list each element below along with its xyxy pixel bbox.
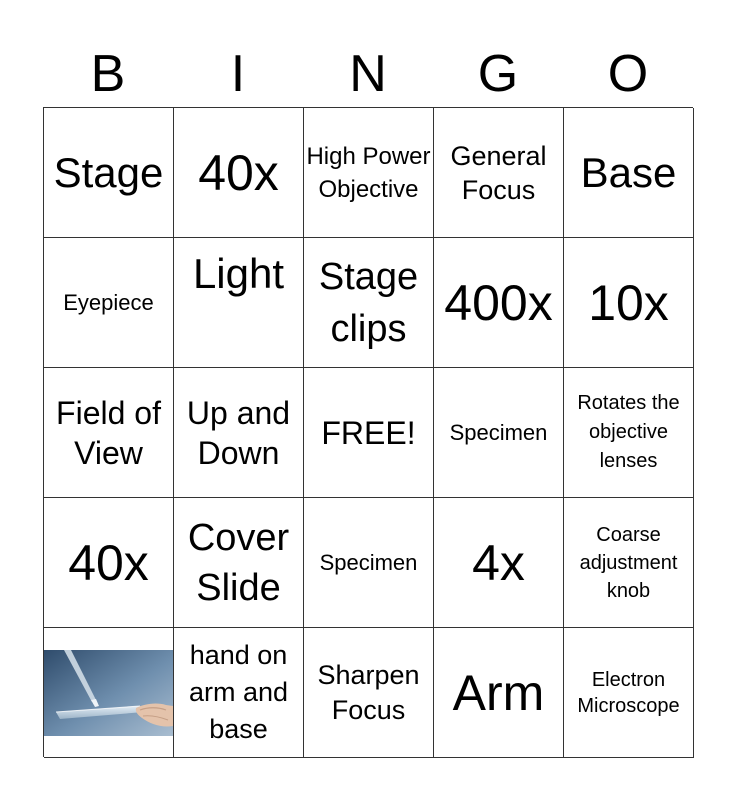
cell-text: General Focus (450, 140, 547, 205)
cell-text: Field of View (56, 394, 161, 471)
bingo-cell-picture[interactable] (44, 628, 174, 758)
bingo-cell[interactable] (304, 498, 434, 628)
bingo-cell[interactable] (434, 368, 564, 498)
bingo-cell[interactable] (174, 498, 304, 628)
cell-text: Up and Down (186, 394, 291, 471)
bingo-cell[interactable] (564, 238, 694, 368)
bingo-cell[interactable] (564, 368, 694, 498)
bingo-cell[interactable] (44, 108, 174, 238)
bingo-cell[interactable] (44, 498, 174, 628)
header-letter-g: G (477, 45, 519, 103)
cell-text: Light (192, 250, 285, 297)
bingo-cell[interactable] (434, 238, 564, 368)
bingo-cell[interactable] (174, 368, 304, 498)
cell-text: 4x (472, 534, 525, 591)
bingo-cell[interactable] (304, 628, 434, 758)
bingo-cell[interactable] (174, 238, 304, 368)
cell-text: Coarse adjustment knob (579, 523, 678, 602)
header-letter-o: O (607, 45, 649, 103)
cell-text: 40x (68, 534, 149, 591)
free-space-cell[interactable] (304, 368, 434, 498)
cell-text: 40x (198, 144, 279, 201)
bingo-cell[interactable] (174, 628, 304, 758)
header-letter-b: B (90, 45, 126, 103)
bingo-cell[interactable] (564, 628, 694, 758)
cell-text: Specimen (319, 549, 418, 575)
cell-text: 10x (588, 274, 669, 331)
cell-text: Specimen (449, 419, 548, 445)
cell-text: Stage clips (318, 255, 419, 350)
cell-text: hand on arm and base (188, 640, 289, 744)
header-letter-n: N (349, 45, 387, 103)
bingo-cell[interactable] (434, 108, 564, 238)
cell-text: 400x (444, 274, 553, 331)
cell-text: Cover Slide (187, 516, 290, 609)
bingo-cell[interactable] (434, 498, 564, 628)
cell-text: Electron Microscope (577, 668, 680, 717)
cell-text: Stage (53, 148, 164, 196)
cell-text: High Power Objective (306, 142, 431, 203)
bingo-board (43, 107, 693, 757)
bingo-cell[interactable] (304, 108, 434, 238)
cell-text: Eyepiece (63, 289, 154, 315)
bingo-cell[interactable] (174, 108, 304, 238)
bingo-header (43, 42, 693, 106)
pipette-slide-image (44, 650, 173, 736)
header-letter-i: I (230, 45, 246, 103)
cell-text: Base (580, 148, 677, 196)
cell-text: Rotates the objective lenses (577, 392, 680, 472)
bingo-cell[interactable] (564, 498, 694, 628)
cell-text: Arm (452, 664, 545, 721)
bingo-cell[interactable] (44, 238, 174, 368)
bingo-cell[interactable] (564, 108, 694, 238)
cell-text: Sharpen Focus (317, 659, 420, 725)
bingo-cell[interactable] (44, 368, 174, 498)
cell-text: FREE! (321, 414, 416, 451)
bingo-cell[interactable] (304, 238, 434, 368)
bingo-cell[interactable] (434, 628, 564, 758)
